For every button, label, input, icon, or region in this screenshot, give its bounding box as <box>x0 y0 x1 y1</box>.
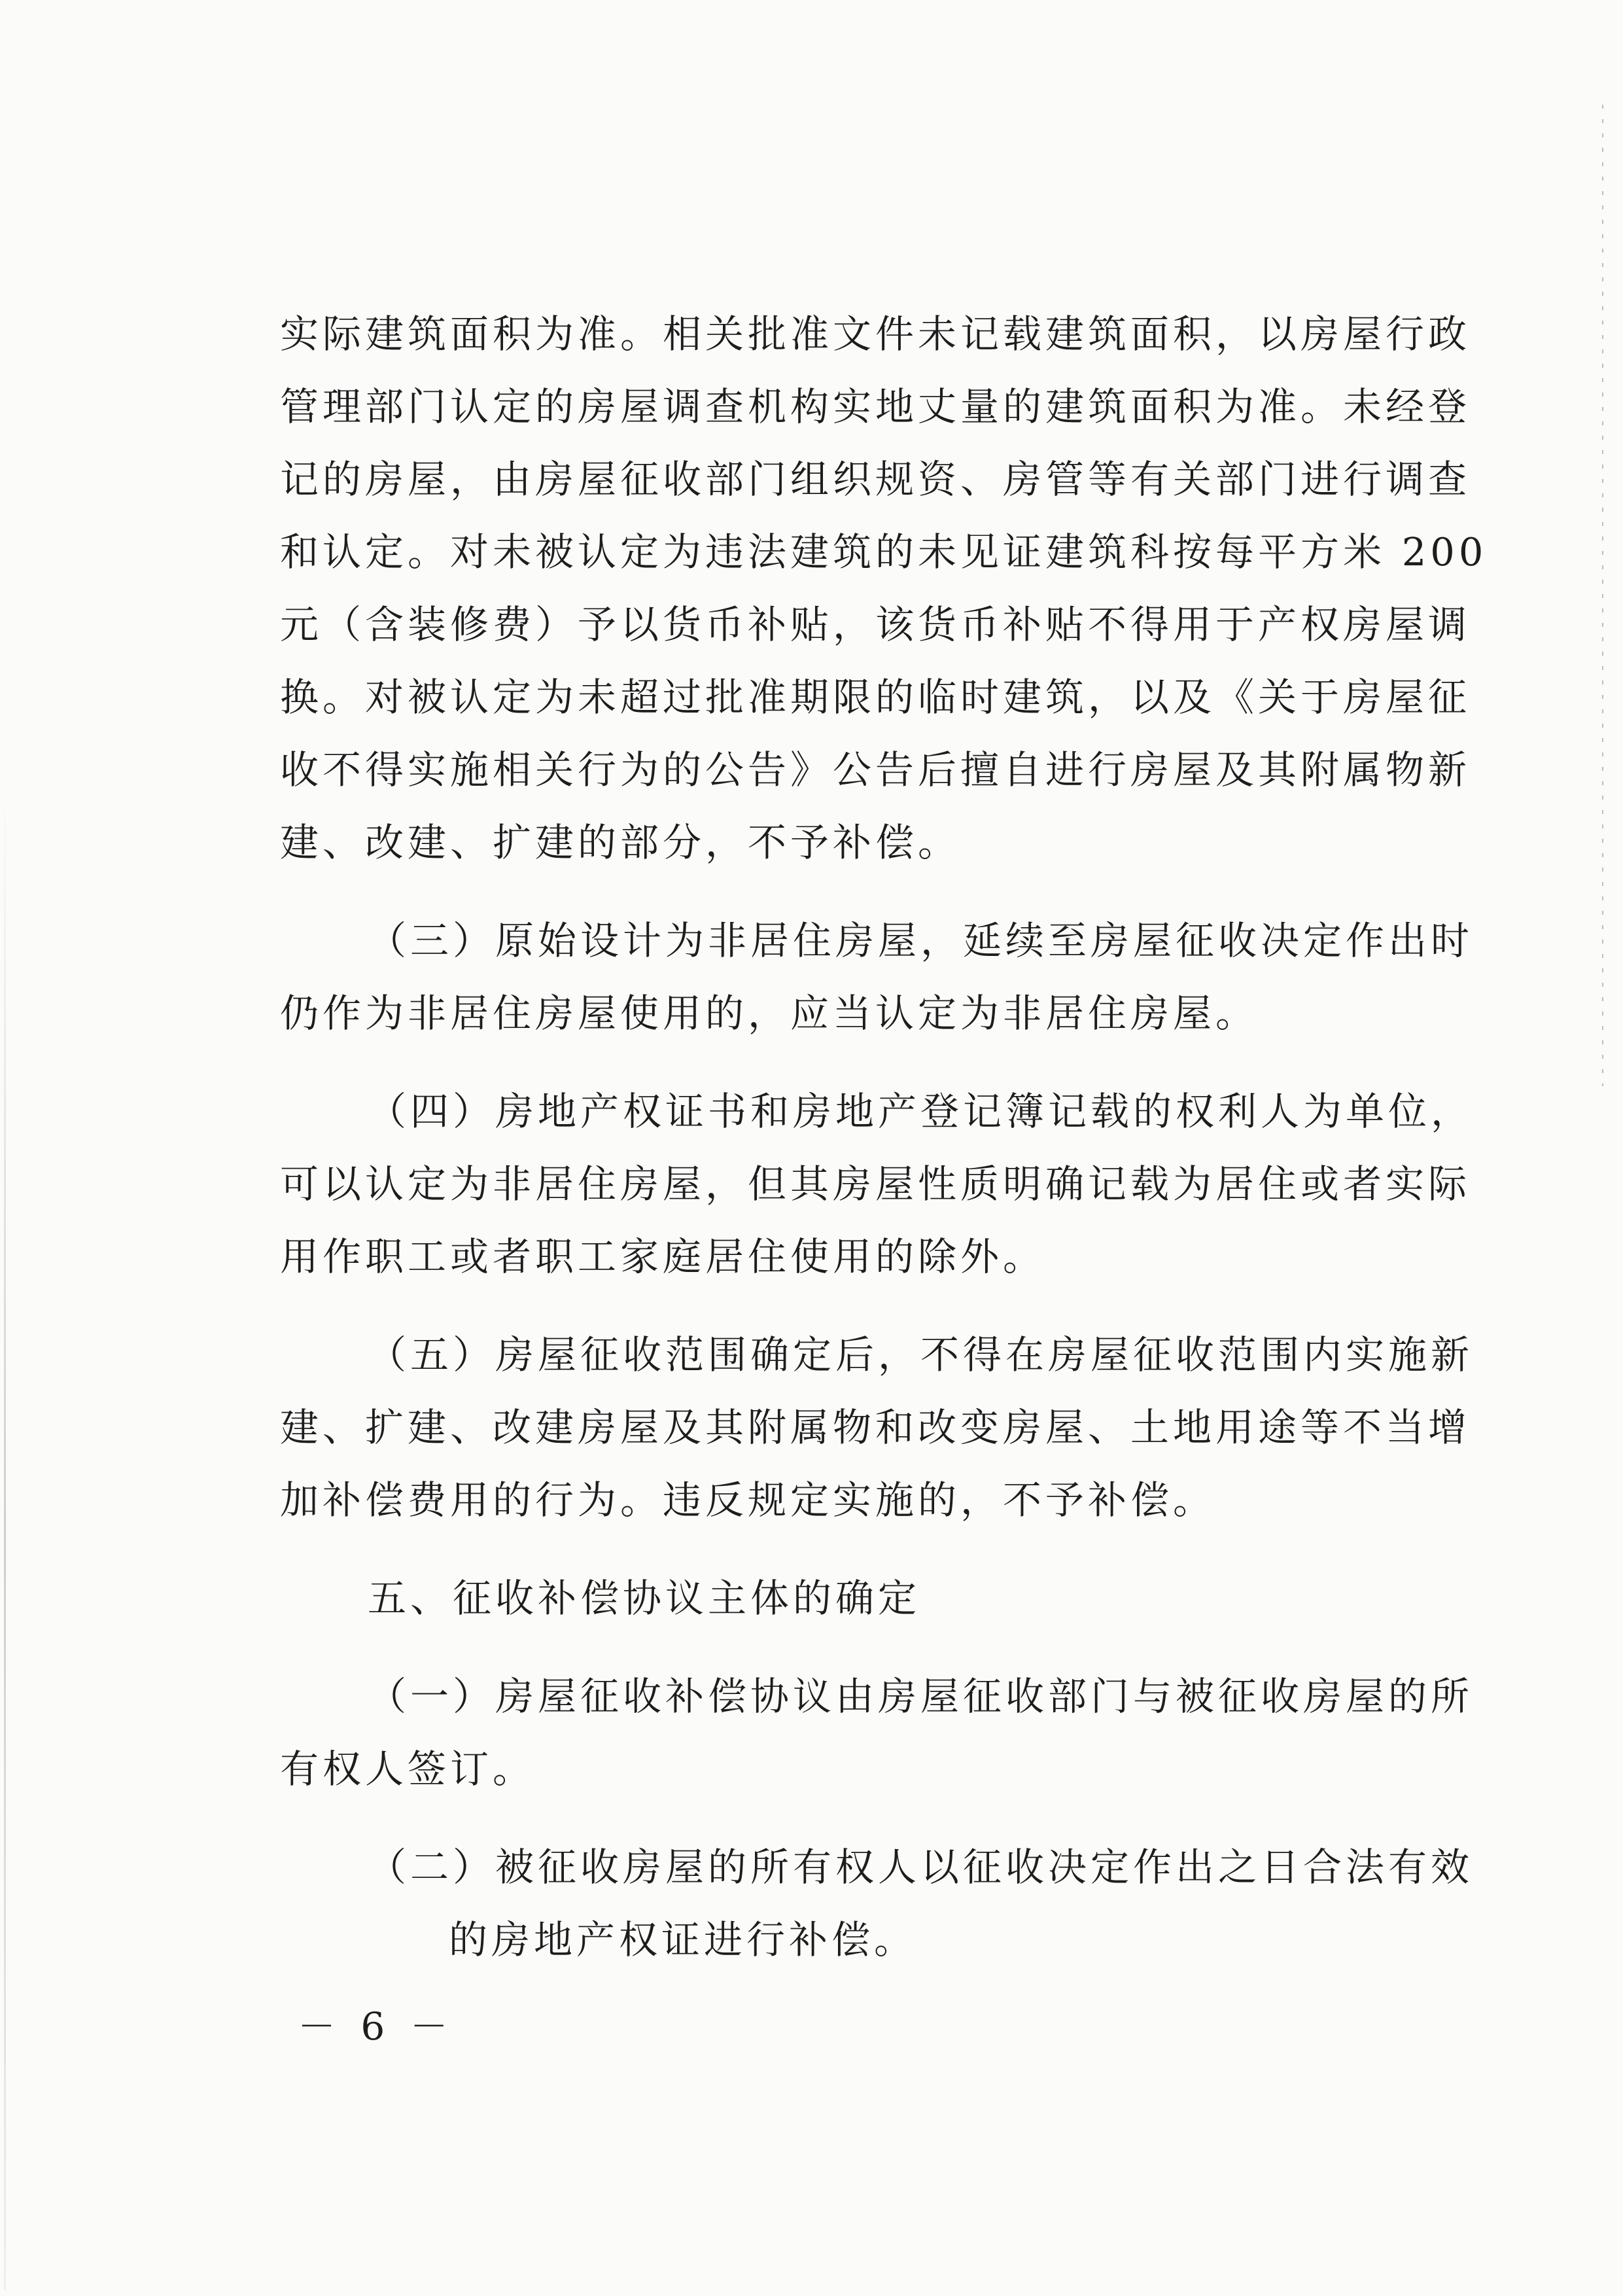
binding-marks <box>1602 105 1603 1086</box>
body-line: 元（含装修费）予以货币补贴，该货币补贴不得用于产权房屋调 <box>280 602 1471 647</box>
body-line: 换。对被认定为未超过批准期限的临时建筑，以及《关于房屋征 <box>280 675 1471 720</box>
body-line: 建、改建、扩建的部分，不予补偿。 <box>280 820 961 865</box>
body-line: （四）房地产权证书和房地产登记簿记载的权利人为单位， <box>368 1089 1474 1134</box>
body-line: 的房地产权证进行补偿。 <box>449 1917 917 1962</box>
page-number: － 6 － <box>298 2004 455 2049</box>
body-line: （一）房屋征收补偿协议由房屋征收部门与被征收房屋的所 <box>368 1674 1474 1719</box>
body-line: 有权人签订。 <box>280 1746 536 1792</box>
body-line: 和认定。对未被认定为违法建筑的未见证建筑科按每平方米 200 <box>280 529 1488 574</box>
body-line: 用作职工或者职工家庭居住使用的除外。 <box>280 1234 1046 1279</box>
body-line: 可以认定为非居住房屋，但其房屋性质明确记载为居住或者实际 <box>280 1161 1471 1207</box>
body-line: 收不得实施相关行为的公告》公告后擅自进行房屋及其附属物新 <box>280 747 1471 792</box>
body-line: （二）被征收房屋的所有权人以征收决定作出之日合法有效 <box>368 1845 1474 1890</box>
body-line: （五）房屋征收范围确定后，不得在房屋征收范围内实施新 <box>368 1332 1474 1377</box>
document-body <box>280 298 1488 1976</box>
body-line: 加补偿费用的行为。违反规定实施的，不予补偿。 <box>280 1477 1216 1523</box>
body-line: （三）原始设计为非居住房屋，延续至房屋征收决定作出时 <box>368 918 1474 963</box>
scan-edge-left <box>4 785 6 2290</box>
body-line: 建、扩建、改建房屋及其附属物和改变房屋、土地用途等不当增 <box>280 1405 1471 1450</box>
body-line: 实际建筑面积为准。相关批准文件未记载建筑面积，以房屋行政 <box>280 311 1471 357</box>
body-line: 记的房屋，由房屋征收部门组织规资、房管等有关部门进行调查 <box>280 457 1471 502</box>
body-line: 仍作为非居住房屋使用的，应当认定为非居住房屋。 <box>280 991 1259 1036</box>
body-line: 管理部门认定的房屋调查机构实地丈量的建筑面积为准。未经登 <box>280 384 1471 429</box>
section-heading: 五、征收补偿协议主体的确定 <box>368 1576 921 1621</box>
